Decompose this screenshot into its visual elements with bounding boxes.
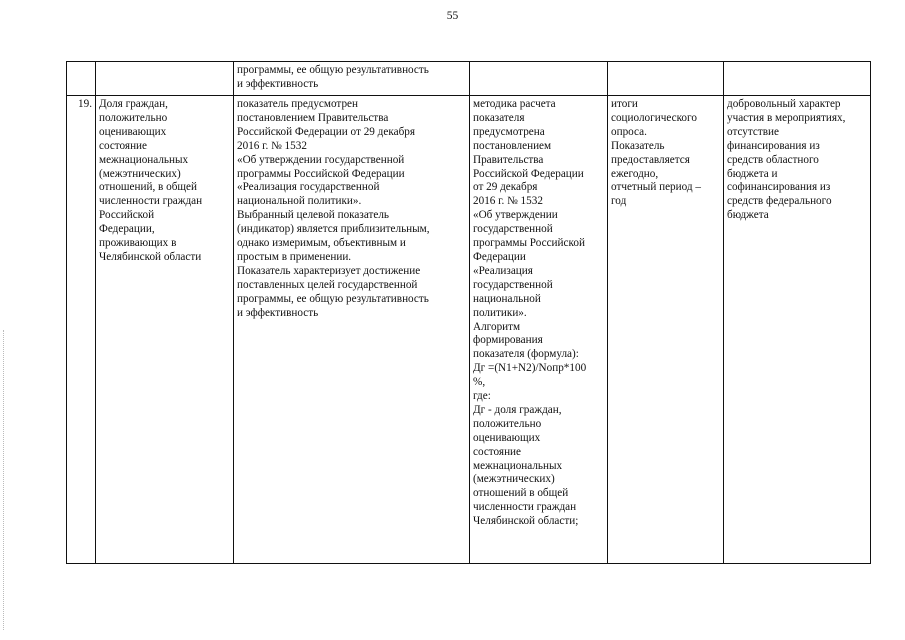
basis-cell: показатель предусмотрен постановлением Правительства Российской Федерации от 29 декабря 2016 г. № 1532 «Об утверждении государственной программы Российской Федерации «Реализация государственной национальной политики». Выбранный целевой показатель (индикатор) является приблизительным, однако измеримым, объективным и простым в применении. Показатель характеризует достижение поставленных целей государственной программы, ее общую результативность и эффективность bbox=[234, 96, 470, 564]
row-number-cell: 19. bbox=[67, 96, 96, 564]
indicator-name-cell bbox=[96, 62, 234, 96]
risks-cell: добровольный характер участия в мероприятиях, отсутствие финансирования из средств областного бюджета и софинансирования из средств федерального бюджета bbox=[724, 96, 871, 564]
indicator-table bbox=[66, 61, 871, 564]
table-row bbox=[67, 96, 871, 564]
continued-row bbox=[67, 62, 871, 96]
row-number-cell bbox=[67, 62, 96, 96]
page-number: 55 bbox=[446, 10, 459, 22]
method-cell bbox=[470, 62, 608, 96]
indicator-name-cell: Доля граждан, положительно оценивающих состояние межнациональных (межэтнических) отношений, в общей численности граждан Российской Федерации, проживающих в Челябинской области bbox=[96, 96, 234, 564]
method-cell bbox=[470, 96, 608, 564]
source-cell bbox=[608, 62, 724, 96]
scan-edge-mark bbox=[3, 330, 5, 630]
method-text: методика расчета показателя предусмотрена постановлением Правительства Российской Федерации от 29 декабря 2016 г. № 1532 «Об утверждении государственной программы Российской Федерации «Реализация государственной национальной политики». Алгоритм формирования показателя (формула): Дг =(N1+N2)/Nопр*100 %, где: Дг - доля граждан, положительно оценивающих состояние межнациональных (межэтнических) отношений в общей численности граждан Челябинской области; bbox=[473, 98, 587, 528]
source-cell: итоги социологического опроса. Показатель предоставляется ежегодно, отчетный период – год bbox=[608, 96, 724, 564]
risks-cell bbox=[724, 62, 871, 96]
basis-cell: программы, ее общую результативность и эффективность bbox=[234, 62, 470, 96]
